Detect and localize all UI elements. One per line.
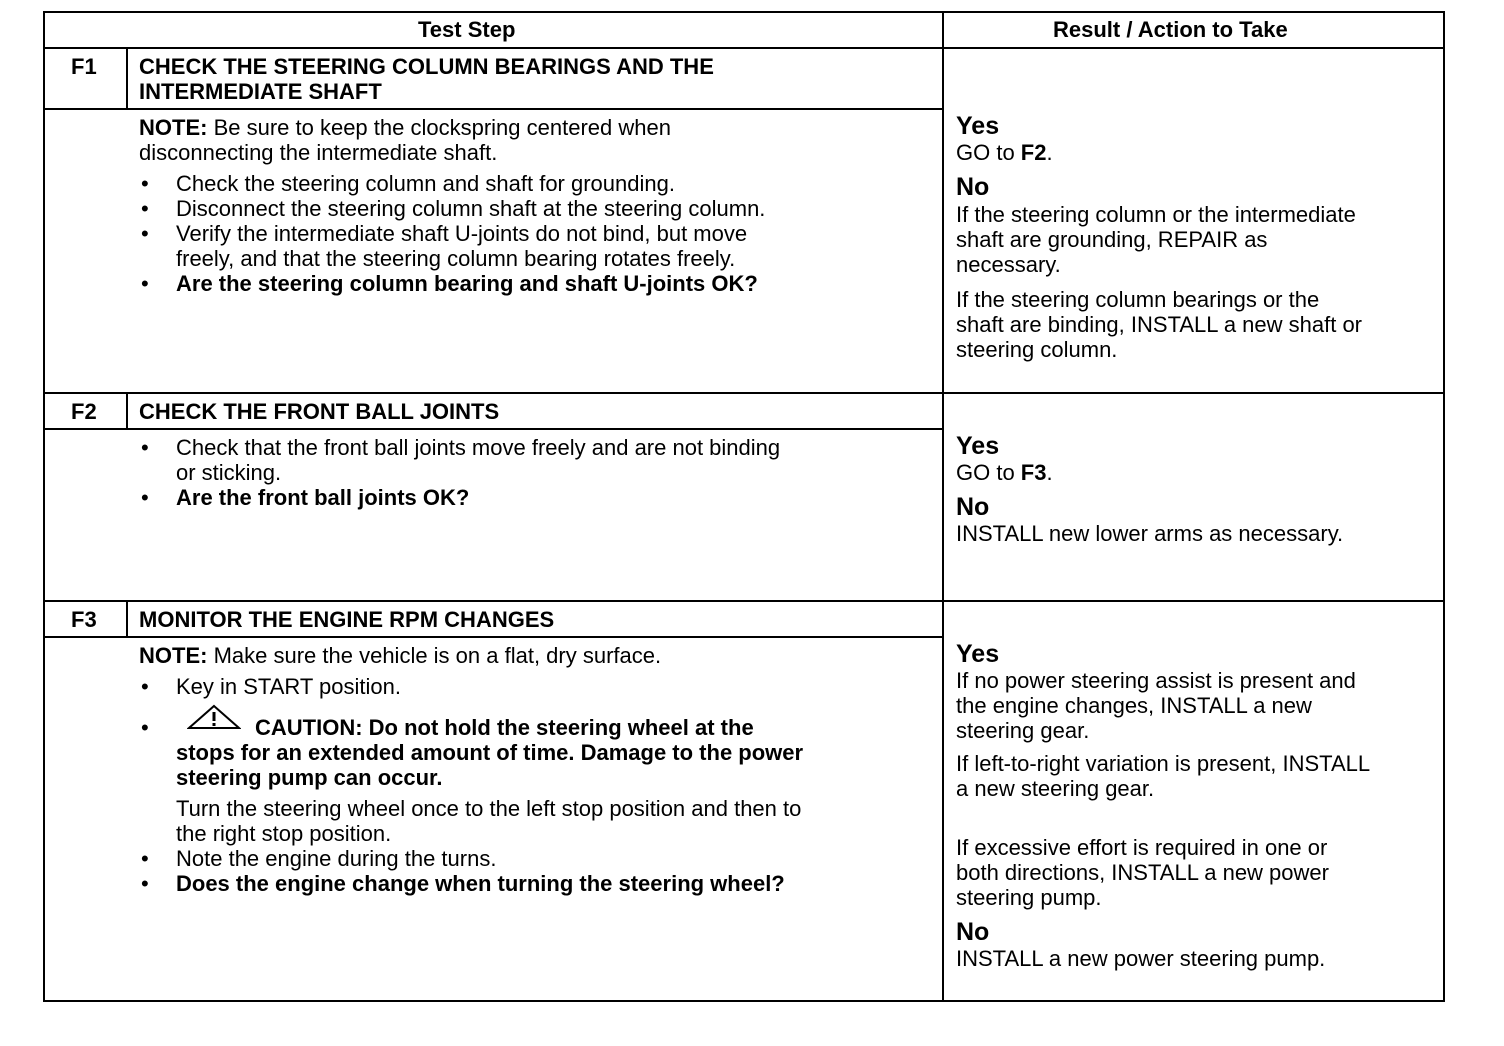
f3-id: F3 [71, 607, 97, 632]
f1-bullet3-line2: freely, and that the steering column bearing rotates freely. [176, 246, 736, 271]
f1-title-divider [43, 108, 944, 110]
f2-bullet1-line2: or sticking. [176, 460, 282, 485]
f3-caution-line2: stops for an extended amount of time. Damage to the power [176, 740, 804, 765]
bullet-icon: • [141, 435, 149, 460]
f1-note-text: Be sure to keep the clockspring centered when [207, 115, 671, 140]
f1-title-line2: INTERMEDIATE SHAFT [139, 79, 382, 104]
f3-yes3-line2: both directions, INSTALL a new power [956, 860, 1329, 885]
f1-no-label: No [956, 173, 990, 201]
f3-no-label: No [956, 918, 990, 946]
f3-no-line1: INSTALL a new power steering pump. [956, 946, 1326, 971]
f3-title: MONITOR THE ENGINE RPM CHANGES [139, 607, 555, 632]
header-test-step: Test Step [418, 17, 516, 42]
f2-yes-label: Yes [956, 432, 1000, 460]
f2-yes-action [956, 460, 1053, 485]
f3-note-text: Make sure the vehicle is on a flat, dry surface. [207, 643, 662, 668]
bullet-icon: • [141, 271, 149, 296]
f1-no-line3: necessary. [956, 252, 1061, 277]
bullet-icon: • [141, 846, 149, 871]
f1-yes-action [956, 140, 1053, 165]
bullet-icon: • [141, 674, 149, 699]
f1-title-line1: CHECK THE STEERING COLUMN BEARINGS AND THE [139, 54, 714, 79]
f1-yes-go: GO to [956, 140, 1021, 165]
f1-yes-target: F2 [1020, 140, 1047, 165]
f3-bullet3: Note the engine during the turns. [176, 846, 497, 871]
f2-bullet1-line1: Check that the front ball joints move freely and are not binding [176, 435, 781, 460]
bullet-icon: • [141, 485, 149, 510]
f2-bullet2: Are the front ball joints OK? [176, 485, 470, 510]
f3-title-divider [43, 636, 944, 638]
f3-caution-line1: CAUTION: Do not hold the steering wheel at the [255, 715, 754, 740]
f2-yes-period: . [1046, 460, 1053, 485]
f1-row-divider [43, 392, 1445, 394]
f1-bullet2: Disconnect the steering column shaft at the steering column. [176, 196, 766, 221]
f3-yes-label: Yes [956, 640, 1000, 668]
f1-bullet3-line1: Verify the intermediate shaft U-joints do not bind, but move [176, 221, 748, 246]
bullet-icon: • [141, 871, 149, 896]
f1-yes-label: Yes [956, 112, 1000, 140]
f3-note-label: NOTE: [139, 643, 208, 668]
id-column-divider-f3 [126, 600, 128, 638]
header-result: Result / Action to Take [1053, 17, 1288, 42]
bullet-icon: • [141, 171, 149, 196]
f2-title: CHECK THE FRONT BALL JOINTS [139, 399, 500, 424]
caution-warning-icon [187, 704, 241, 730]
bullet-icon: • [141, 221, 149, 246]
f2-row-divider [43, 600, 1445, 602]
f1-bullet4: Are the steering column bearing and shaft U-joints OK? [176, 271, 758, 296]
f2-no-label: No [956, 493, 990, 521]
f2-id: F2 [71, 399, 97, 424]
id-column-divider-f1 [126, 47, 128, 110]
f1-no-line2: shaft are grounding, REPAIR as [956, 227, 1268, 252]
f1-note-line1 [139, 115, 671, 140]
f2-yes-go: GO to [956, 460, 1021, 485]
f1-note-label: NOTE: [139, 115, 208, 140]
f3-yes3-line1: If excessive effort is required in one or [956, 835, 1328, 860]
f3-yes1-line2: the engine changes, INSTALL a new [956, 693, 1312, 718]
f2-title-divider [43, 428, 944, 430]
f2-no-line1: INSTALL new lower arms as necessary. [956, 521, 1344, 546]
f3-yes1-line3: steering gear. [956, 718, 1090, 743]
f3-turn-line1: Turn the steering wheel once to the left stop position and then to [176, 796, 802, 821]
f1-no2-line3: steering column. [956, 337, 1118, 362]
f3-yes1-line1: If no power steering assist is present and [956, 668, 1356, 693]
column-divider [942, 11, 944, 1002]
bullet-icon: • [141, 196, 149, 221]
f1-no-line1: If the steering column or the intermediate [956, 202, 1356, 227]
f1-id: F1 [71, 54, 97, 79]
f3-note [139, 643, 661, 668]
f3-yes2-line1: If left-to-right variation is present, INSTALL [956, 751, 1371, 776]
f3-yes2-line2: a new steering gear. [956, 776, 1155, 801]
f3-bullet4: Does the engine change when turning the steering wheel? [176, 871, 785, 896]
f3-turn-line2: the right stop position. [176, 821, 392, 846]
f1-bullet1: Check the steering column and shaft for grounding. [176, 171, 675, 196]
f3-caution-line3: steering pump can occur. [176, 765, 443, 790]
header-divider [43, 47, 1445, 49]
f3-bullet1: Key in START position. [176, 674, 401, 699]
f1-yes-period: . [1046, 140, 1053, 165]
id-column-divider-f2 [126, 392, 128, 430]
f3-yes3-line3: steering pump. [956, 885, 1102, 910]
bullet-icon: • [141, 715, 149, 740]
f1-note-line2: disconnecting the intermediate shaft. [139, 140, 498, 165]
f1-no2-line1: If the steering column bearings or the [956, 287, 1320, 312]
f1-no2-line2: shaft are binding, INSTALL a new shaft or [956, 312, 1363, 337]
f2-yes-target: F3 [1020, 460, 1047, 485]
